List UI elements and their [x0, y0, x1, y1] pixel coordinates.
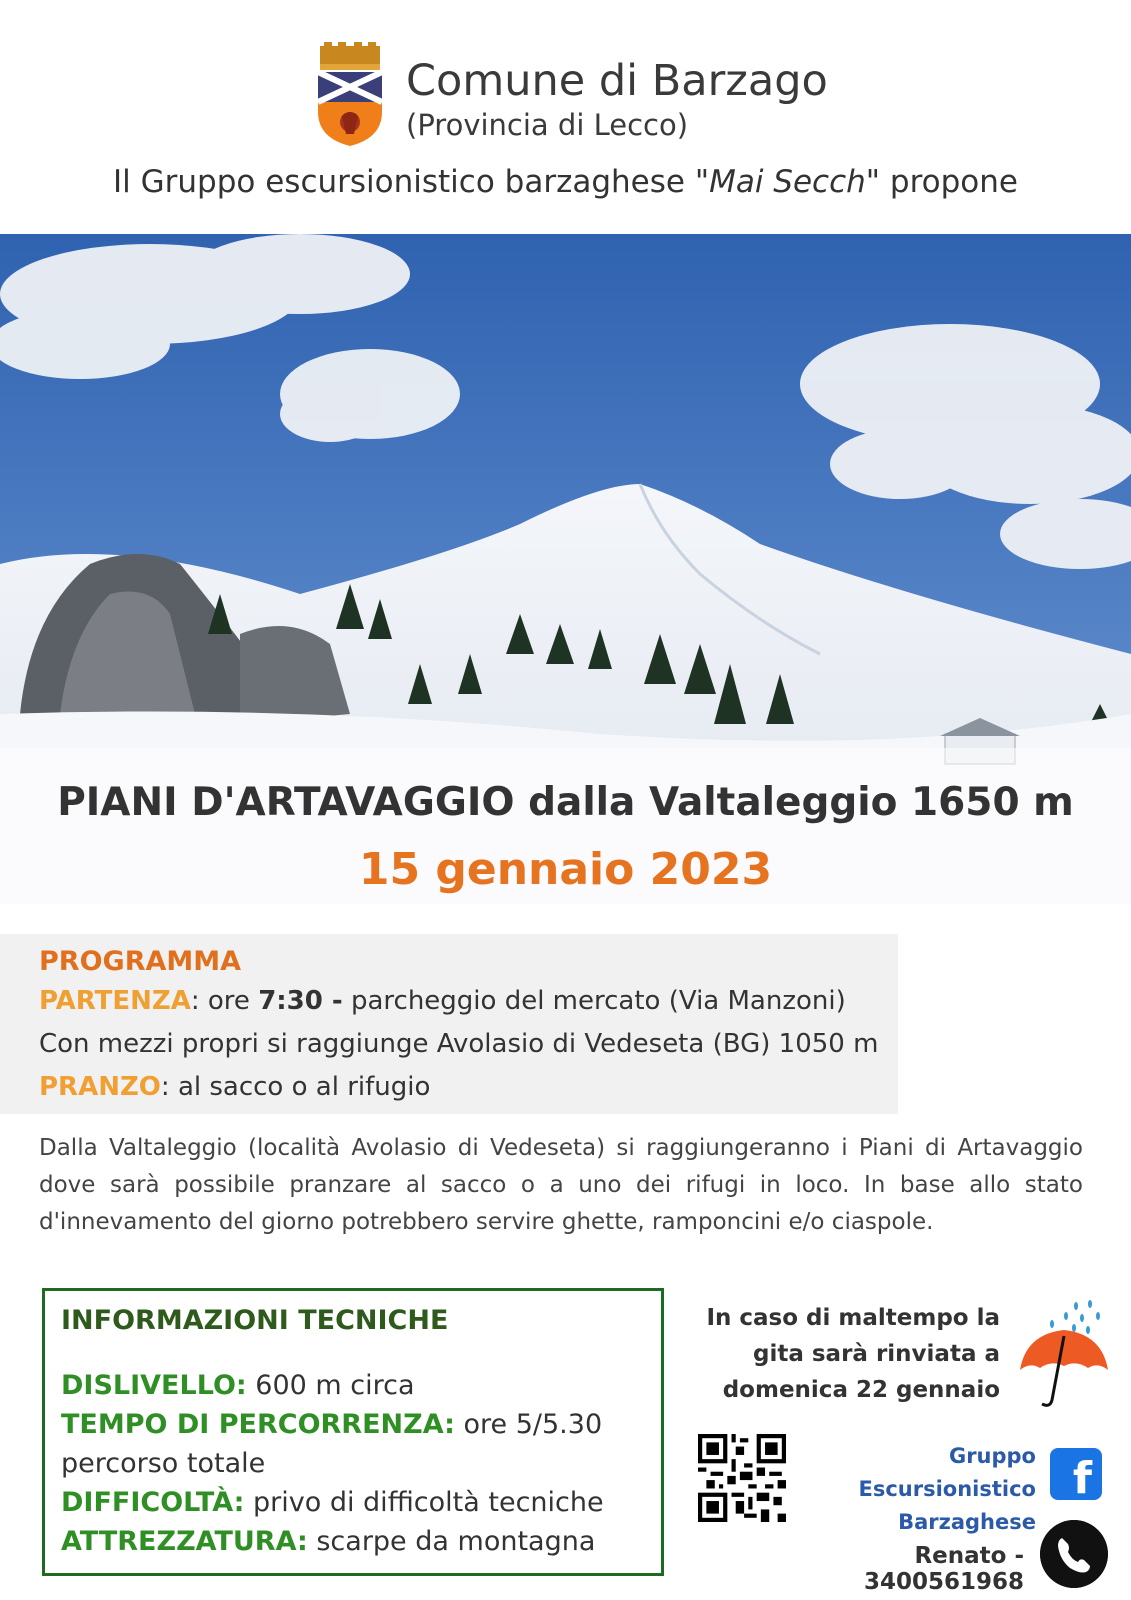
proposal-line	[0, 164, 1131, 200]
group-nickname: "Mai Secch"	[694, 164, 881, 200]
departure-label: PARTENZA	[39, 986, 191, 1016]
equipment-line	[61, 1522, 661, 1561]
departure-place: parcheggio del mercato (Via Manzoni)	[342, 986, 846, 1016]
proposal-prefix: Il Gruppo escursionistico barzaghese	[113, 164, 685, 200]
weather-line-3: domenica 22 gennaio	[722, 1377, 1000, 1403]
weather-note	[688, 1300, 1000, 1408]
difficulty-label: DIFFICOLTÀ:	[61, 1487, 245, 1518]
municipal-crest-icon	[314, 42, 386, 148]
weather-line-2: gita sarà rinviata a	[753, 1341, 1000, 1367]
departure-line	[39, 980, 898, 1023]
transport-line: Con mezzi propri si raggiunge Avolasio di Vedeseta (BG) 1050 m	[39, 1029, 879, 1059]
equipment-label: ATTREZZATURA:	[61, 1526, 308, 1557]
facebook-glyph: f	[1072, 1453, 1092, 1504]
lunch-label: PRANZO	[39, 1072, 161, 1102]
facebook-icon[interactable]	[1050, 1448, 1102, 1504]
weather-line-1: In caso di maltempo la	[706, 1305, 1000, 1331]
time-value: ore 5/5.30 percorso totale	[61, 1409, 603, 1479]
proposal-suffix: propone	[889, 164, 1018, 200]
departure-sep: : ore	[190, 986, 259, 1016]
elevation-line	[61, 1366, 661, 1405]
hike-title: PIANI D'ARTAVAGGIO dalla Valtaleggio 1650 m	[57, 780, 1074, 825]
hike-date: 15 gennaio 2023	[358, 844, 773, 895]
time-label: TEMPO DI PERCORRENZA:	[61, 1409, 455, 1440]
contact-phone: Renato - 3400561968	[863, 1543, 1024, 1595]
hike-description: Dalla Valtaleggio (località Avolasio di Vedeseta) si raggiungeranno i Piani di Artavaggio dove sarà possibile pranzare al sacco o a uno dei rifugi in loco. In base allo stato d'innevamento del giorno potrebbero servire ghette, ramponcini e/o ciaspole.	[39, 1135, 1083, 1235]
equipment-value: scarpe da montagna	[307, 1526, 596, 1557]
phone-icon[interactable]	[1040, 1520, 1108, 1588]
mountain-photo	[0, 234, 1131, 904]
program-title: PROGRAMMA	[39, 946, 242, 977]
difficulty-value: privo di difficoltà tecniche	[244, 1487, 604, 1518]
group-name	[770, 1440, 1036, 1539]
elevation-label: DISLIVELLO:	[61, 1370, 247, 1401]
difficulty-line	[61, 1483, 661, 1522]
lunch-text: : al sacco o al rifugio	[160, 1072, 431, 1102]
umbrella-rain-icon	[1018, 1300, 1110, 1412]
header	[0, 0, 1131, 234]
elevation-value: 600 m circa	[246, 1370, 415, 1401]
group-line-1: Gruppo Escursionistico	[858, 1444, 1036, 1501]
departure-time: 7:30 -	[258, 986, 343, 1016]
time-line	[61, 1405, 661, 1483]
program-box	[0, 934, 898, 1114]
group-line-2: Barzaghese	[898, 1510, 1036, 1534]
technical-info-title: INFORMAZIONI TECNICHE	[61, 1305, 449, 1336]
lunch-line	[39, 1066, 898, 1109]
province-name: (Provincia di Lecco)	[406, 108, 689, 142]
technical-info-box	[42, 1288, 664, 1576]
town-name: Comune di Barzago	[406, 56, 828, 106]
